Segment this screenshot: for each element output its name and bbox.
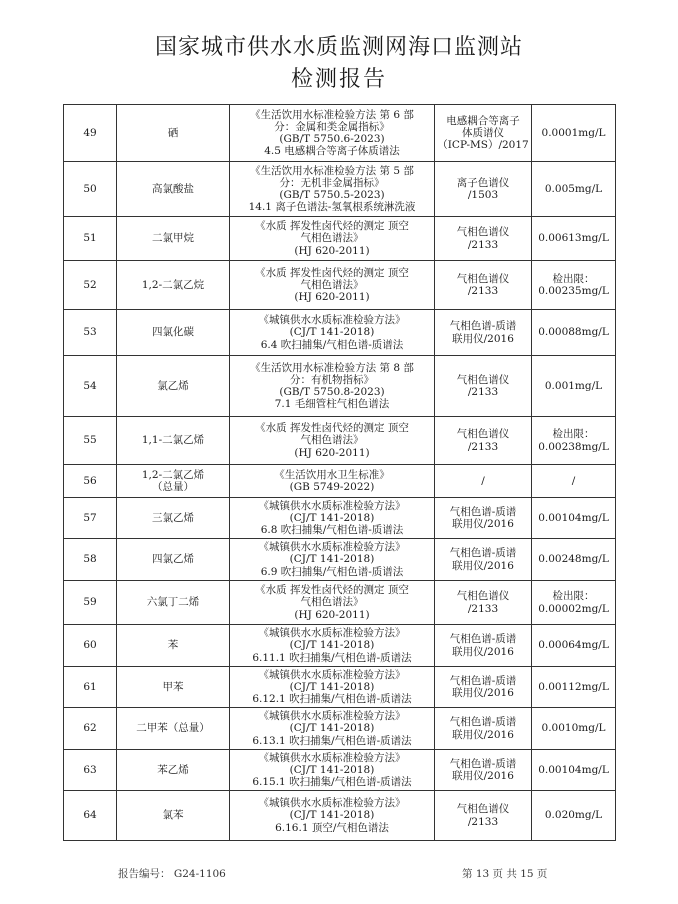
method-cell bbox=[230, 625, 435, 667]
row-number-cell: 63 bbox=[64, 750, 117, 791]
instrument-cell-line: 气相色谱-质谱 bbox=[449, 320, 517, 333]
item-name-cell-line: 四氯乙烯 bbox=[152, 553, 194, 566]
method-cell-line: 4.5 电感耦合等离子体质谱法 bbox=[264, 145, 400, 158]
instrument-cell-line: 气相色谱-质谱 bbox=[449, 757, 517, 770]
method-cell-line: 分：有机物指标》 bbox=[290, 373, 374, 386]
detection-limit-cell-line: 0.00002mg/L bbox=[538, 602, 609, 615]
item-name-cell-line: 四氯化碳 bbox=[152, 326, 194, 339]
item-name-cell bbox=[117, 708, 230, 750]
instrument-cell-line: 气相色谱-质谱 bbox=[449, 716, 517, 729]
item-name-cell bbox=[117, 417, 230, 465]
instrument-cell-line: 联用仪/2016 bbox=[452, 559, 514, 572]
instrument-cell-line: / bbox=[481, 474, 485, 487]
method-cell-line: (GB/T 5750.8-2023) bbox=[279, 386, 385, 398]
detection-limit-cell-line: 0.005mg/L bbox=[544, 182, 603, 195]
item-name-cell bbox=[117, 310, 230, 356]
method-cell-line: (CJ/T 141-2018) bbox=[289, 722, 375, 735]
instrument-cell-line: 气相色谱-质谱 bbox=[449, 633, 517, 646]
method-cell bbox=[230, 750, 435, 791]
method-cell bbox=[230, 667, 435, 708]
instrument-cell-line: 气相色谱仪 bbox=[456, 373, 510, 386]
row-number-cell: 64 bbox=[64, 791, 117, 841]
instrument-cell-line: 气相色谱-质谱 bbox=[449, 674, 517, 687]
method-cell-line: 《生活饮用水卫生标准》 bbox=[274, 468, 390, 481]
method-cell-line: 《城镇供水水质标准检验方法》 bbox=[258, 314, 406, 327]
detection-limit-cell-line: 检出限： bbox=[552, 590, 595, 603]
method-cell bbox=[230, 105, 435, 162]
table-row bbox=[64, 791, 616, 841]
detection-limit-cell bbox=[532, 791, 616, 841]
row-number-cell: 49 bbox=[64, 105, 117, 162]
method-cell bbox=[230, 261, 435, 310]
method-cell bbox=[230, 791, 435, 841]
report-number: 报告编号： G24-1106 bbox=[118, 868, 226, 880]
method-cell-line: 《城镇供水水质标准检验方法》 bbox=[258, 797, 406, 810]
instrument-cell-line: /1503 bbox=[467, 189, 499, 201]
method-cell-line: (HJ 620-2011) bbox=[294, 446, 370, 459]
method-cell-line: 《水质 挥发性卤代烃的测定 顶空 bbox=[255, 220, 409, 233]
table-row bbox=[64, 750, 616, 791]
method-cell bbox=[230, 162, 435, 217]
report-org-title: 国家城市供水水质监测网海口监测站 bbox=[154, 35, 523, 60]
detection-limit-cell bbox=[532, 498, 616, 539]
table-row bbox=[64, 465, 616, 498]
method-cell bbox=[230, 310, 435, 356]
method-cell-line: (GB/T 5750.5-2023) bbox=[279, 189, 385, 201]
method-cell-line: 6.12.1 吹扫捕集/气相色谱-质谱法 bbox=[252, 693, 412, 706]
method-cell-line: (CJ/T 141-2018) bbox=[289, 809, 375, 822]
detection-limit-cell bbox=[532, 105, 616, 162]
detection-limit-cell-line: 0.00064mg/L bbox=[538, 639, 609, 652]
table-row bbox=[64, 417, 616, 465]
instrument-cell-line: 离子色谱仪 bbox=[456, 176, 510, 189]
detection-limit-cell bbox=[532, 417, 616, 465]
item-name-cell bbox=[117, 539, 230, 581]
instrument-cell bbox=[435, 539, 532, 581]
item-name-cell-line: 二甲苯（总量） bbox=[136, 722, 210, 735]
method-cell-line: 6.11.1 吹扫捕集/气相色谱-质谱法 bbox=[252, 651, 412, 664]
method-cell-line: 分：金属和类金属指标》 bbox=[274, 120, 390, 133]
row-number-cell: 57 bbox=[64, 498, 117, 539]
method-cell-line: 14.1 离子色谱法-氢氧根系统淋洗液 bbox=[248, 201, 416, 214]
table-row bbox=[64, 105, 616, 162]
detection-limit-cell bbox=[532, 539, 616, 581]
instrument-cell-line: 气相色谱-质谱 bbox=[449, 505, 517, 518]
item-name-cell-line: （总量） bbox=[152, 481, 194, 493]
row-number-cell: 59 bbox=[64, 581, 117, 625]
detection-limit-cell-line: 0.00112mg/L bbox=[538, 680, 609, 693]
method-cell-line: 《生活饮用水标准检验方法 第 6 部 bbox=[250, 108, 414, 121]
table-row bbox=[64, 581, 616, 625]
instrument-cell bbox=[435, 498, 532, 539]
table-row bbox=[64, 708, 616, 750]
table-row bbox=[64, 217, 616, 261]
method-cell-line: (CJ/T 141-2018) bbox=[289, 326, 375, 339]
item-name-cell bbox=[117, 261, 230, 310]
instrument-cell-line: 联用仪/2016 bbox=[452, 332, 514, 345]
detection-limit-cell bbox=[532, 217, 616, 261]
item-name-cell-line: 氯苯 bbox=[162, 809, 184, 822]
method-cell-line: 气相色谱法》 bbox=[300, 232, 364, 245]
detection-limit-cell bbox=[532, 708, 616, 750]
instrument-cell bbox=[435, 217, 532, 261]
item-name-cell-line: 1,2-二氯乙烷 bbox=[141, 278, 205, 291]
method-cell-line: 气相色谱法》 bbox=[300, 434, 364, 447]
item-name-cell-line: 1,2-二氯乙烯 bbox=[141, 468, 205, 481]
detection-limit-cell bbox=[532, 261, 616, 310]
detection-limit-cell-line: 检出限： bbox=[552, 428, 595, 441]
instrument-cell-line: 气相色谱仪 bbox=[456, 428, 510, 441]
instrument-cell bbox=[435, 465, 532, 498]
method-cell-line: 《城镇供水水质标准检验方法》 bbox=[258, 499, 406, 512]
table-row bbox=[64, 498, 616, 539]
instrument-cell bbox=[435, 625, 532, 667]
item-name-cell-line: 苯乙烯 bbox=[157, 763, 189, 776]
method-cell-line: 6.16.1 顶空/气相色谱法 bbox=[275, 821, 389, 834]
row-number-cell: 52 bbox=[64, 261, 117, 310]
detection-limit-cell-line: 0.00248mg/L bbox=[538, 553, 609, 566]
row-number-cell: 50 bbox=[64, 162, 117, 217]
method-cell bbox=[230, 217, 435, 261]
table-row bbox=[64, 310, 616, 356]
item-name-cell bbox=[117, 581, 230, 625]
item-name-cell bbox=[117, 625, 230, 667]
method-cell-line: 《城镇供水水质标准检验方法》 bbox=[258, 668, 406, 681]
instrument-cell bbox=[435, 667, 532, 708]
detection-limit-cell bbox=[532, 465, 616, 498]
item-name-cell-line: 苯 bbox=[167, 639, 179, 652]
method-cell-line: (CJ/T 141-2018) bbox=[289, 763, 375, 776]
instrument-cell-line: 联用仪/2016 bbox=[452, 645, 514, 658]
detection-limit-cell bbox=[532, 356, 616, 417]
item-name-cell bbox=[117, 105, 230, 162]
detection-limit-cell-line: 0.00104mg/L bbox=[538, 511, 609, 524]
method-cell bbox=[230, 498, 435, 539]
method-cell-line: 6.4 吹扫捕集/气相色谱-质谱法 bbox=[260, 338, 404, 351]
results-table bbox=[63, 104, 616, 841]
method-cell bbox=[230, 581, 435, 625]
item-name-cell bbox=[117, 750, 230, 791]
item-name-cell bbox=[117, 162, 230, 217]
item-name-cell bbox=[117, 356, 230, 417]
method-cell-line: (HJ 620-2011) bbox=[294, 291, 370, 304]
instrument-cell-line: 气相色谱仪 bbox=[456, 803, 510, 816]
method-cell-line: 6.13.1 吹扫捕集/气相色谱-质谱法 bbox=[252, 734, 412, 747]
method-cell-line: (CJ/T 141-2018) bbox=[289, 511, 375, 524]
item-name-cell bbox=[117, 791, 230, 841]
method-cell-line: 《水质 挥发性卤代烃的测定 顶空 bbox=[255, 584, 409, 597]
instrument-cell-line: 气相色谱仪 bbox=[456, 272, 510, 285]
item-name-cell-line: 三氯乙烯 bbox=[152, 511, 194, 524]
instrument-cell-line: 气相色谱-质谱 bbox=[449, 547, 517, 560]
row-number-cell: 51 bbox=[64, 217, 117, 261]
row-number-cell: 54 bbox=[64, 356, 117, 417]
method-cell-line: 6.15.1 吹扫捕集/气相色谱-质谱法 bbox=[252, 776, 412, 789]
method-cell-line: (GB/T 5750.6-2023) bbox=[279, 133, 385, 145]
method-cell-line: 《城镇供水水质标准检验方法》 bbox=[258, 710, 406, 723]
instrument-cell-line: 气相色谱仪 bbox=[456, 590, 510, 603]
method-cell-line: 《水质 挥发性卤代烃的测定 顶空 bbox=[255, 422, 409, 435]
instrument-cell-line: 电感耦合等离子 bbox=[446, 114, 520, 127]
instrument-cell-line: /2133 bbox=[467, 285, 499, 297]
instrument-cell bbox=[435, 581, 532, 625]
method-cell-line: 6.8 吹扫捕集/气相色谱-质谱法 bbox=[260, 524, 404, 537]
table-row bbox=[64, 162, 616, 217]
detection-limit-cell-line: 0.00235mg/L bbox=[538, 285, 609, 297]
detection-limit-cell-line: 0.001mg/L bbox=[544, 379, 603, 392]
method-cell-line: 7.1 毛细管柱气相色谱法 bbox=[274, 398, 390, 411]
detection-limit-cell bbox=[532, 162, 616, 217]
item-name-cell-line: 二氯甲烷 bbox=[152, 232, 194, 245]
instrument-cell-line: 体质谱仪 bbox=[462, 126, 504, 139]
table-row bbox=[64, 356, 616, 417]
row-number-cell: 56 bbox=[64, 465, 117, 498]
item-name-cell bbox=[117, 465, 230, 498]
method-cell-line: 6.9 吹扫捕集/气相色谱-质谱法 bbox=[260, 565, 404, 578]
instrument-cell-line: /2133 bbox=[467, 238, 499, 251]
report-title: 检测报告 bbox=[290, 67, 387, 92]
row-number-cell: 53 bbox=[64, 310, 117, 356]
detection-limit-cell bbox=[532, 581, 616, 625]
method-cell-line: 《生活饮用水标准检验方法 第 5 部 bbox=[250, 164, 414, 177]
item-name-cell bbox=[117, 498, 230, 539]
item-name-cell-line: 六氯丁二烯 bbox=[146, 596, 200, 609]
method-cell bbox=[230, 417, 435, 465]
method-cell-line: 《城镇供水水质标准检验方法》 bbox=[258, 751, 406, 764]
row-number-cell: 55 bbox=[64, 417, 117, 465]
instrument-cell-line: /2133 bbox=[467, 815, 499, 828]
instrument-cell bbox=[435, 791, 532, 841]
detection-limit-cell-line: / bbox=[571, 474, 576, 487]
detection-limit-cell-line: 0.00104mg/L bbox=[538, 763, 609, 776]
method-cell bbox=[230, 708, 435, 750]
item-name-cell-line: 甲苯 bbox=[162, 680, 184, 693]
row-number-cell: 61 bbox=[64, 667, 117, 708]
method-cell-line: (HJ 620-2011) bbox=[294, 608, 370, 621]
instrument-cell-line: /2133 bbox=[467, 602, 499, 615]
detection-limit-cell bbox=[532, 310, 616, 356]
method-cell bbox=[230, 539, 435, 581]
instrument-cell-line: 联用仪/2016 bbox=[452, 770, 514, 782]
instrument-cell bbox=[435, 356, 532, 417]
table-row bbox=[64, 625, 616, 667]
detection-limit-cell bbox=[532, 625, 616, 667]
item-name-cell bbox=[117, 217, 230, 261]
instrument-cell bbox=[435, 162, 532, 217]
instrument-cell-line: 联用仪/2016 bbox=[452, 728, 514, 741]
instrument-cell bbox=[435, 750, 532, 791]
table-row bbox=[64, 261, 616, 310]
instrument-cell-line: 联用仪/2016 bbox=[452, 518, 514, 530]
detection-limit-cell-line: 0.00613mg/L bbox=[538, 232, 609, 245]
item-name-cell-line: 氯乙烯 bbox=[157, 379, 189, 392]
instrument-cell bbox=[435, 708, 532, 750]
detection-limit-cell-line: 0.0001mg/L bbox=[541, 126, 606, 139]
detection-limit-cell-line: 0.00088mg/L bbox=[538, 326, 609, 339]
results-table-body bbox=[64, 105, 616, 841]
instrument-cell-line: /2133 bbox=[467, 440, 499, 453]
method-cell bbox=[230, 465, 435, 498]
item-name-cell bbox=[117, 667, 230, 708]
method-cell bbox=[230, 356, 435, 417]
method-cell-line: (CJ/T 141-2018) bbox=[289, 553, 375, 566]
detection-limit-cell bbox=[532, 667, 616, 708]
row-number-cell: 62 bbox=[64, 708, 117, 750]
table-row bbox=[64, 667, 616, 708]
detection-limit-cell-line: 0.0010mg/L bbox=[541, 722, 606, 735]
instrument-cell-line: （ICP-MS）/2017 bbox=[437, 139, 529, 152]
method-cell-line: (HJ 620-2011) bbox=[294, 244, 370, 257]
detection-limit-cell bbox=[532, 750, 616, 791]
item-name-cell-line: 1,1-二氯乙烯 bbox=[141, 434, 205, 447]
item-name-cell-line: 高氯酸盐 bbox=[152, 182, 194, 195]
instrument-cell bbox=[435, 105, 532, 162]
detection-limit-cell-line: 0.020mg/L bbox=[544, 809, 603, 822]
method-cell-line: (CJ/T 141-2018) bbox=[289, 680, 375, 693]
method-cell-line: 《城镇供水水质标准检验方法》 bbox=[258, 541, 406, 554]
method-cell-line: 《生活饮用水标准检验方法 第 8 部 bbox=[250, 361, 414, 374]
instrument-cell-line: /2133 bbox=[467, 386, 499, 398]
method-cell-line: 《城镇供水水质标准检验方法》 bbox=[258, 627, 406, 640]
method-cell-line: 气相色谱法》 bbox=[300, 278, 364, 291]
instrument-cell-line: 气相色谱仪 bbox=[456, 226, 510, 239]
instrument-cell bbox=[435, 310, 532, 356]
detection-limit-cell-line: 检出限： bbox=[552, 272, 595, 285]
instrument-cell-line: 联用仪/2016 bbox=[452, 687, 514, 699]
row-number-cell: 58 bbox=[64, 539, 117, 581]
method-cell-line: 气相色谱法》 bbox=[300, 596, 364, 609]
method-cell-line: (CJ/T 141-2018) bbox=[289, 639, 375, 652]
method-cell-line: (GB 5749-2022) bbox=[289, 481, 375, 493]
method-cell-line: 《水质 挥发性卤代烃的测定 顶空 bbox=[255, 266, 409, 279]
instrument-cell bbox=[435, 261, 532, 310]
item-name-cell-line: 硒 bbox=[167, 126, 179, 139]
page-indicator: 第 13 页 共 15 页 bbox=[462, 868, 548, 880]
detection-limit-cell-line: 0.00238mg/L bbox=[538, 440, 609, 453]
table-row bbox=[64, 539, 616, 581]
method-cell-line: 分：无机非金属指标》 bbox=[279, 176, 385, 189]
instrument-cell bbox=[435, 417, 532, 465]
row-number-cell: 60 bbox=[64, 625, 117, 667]
